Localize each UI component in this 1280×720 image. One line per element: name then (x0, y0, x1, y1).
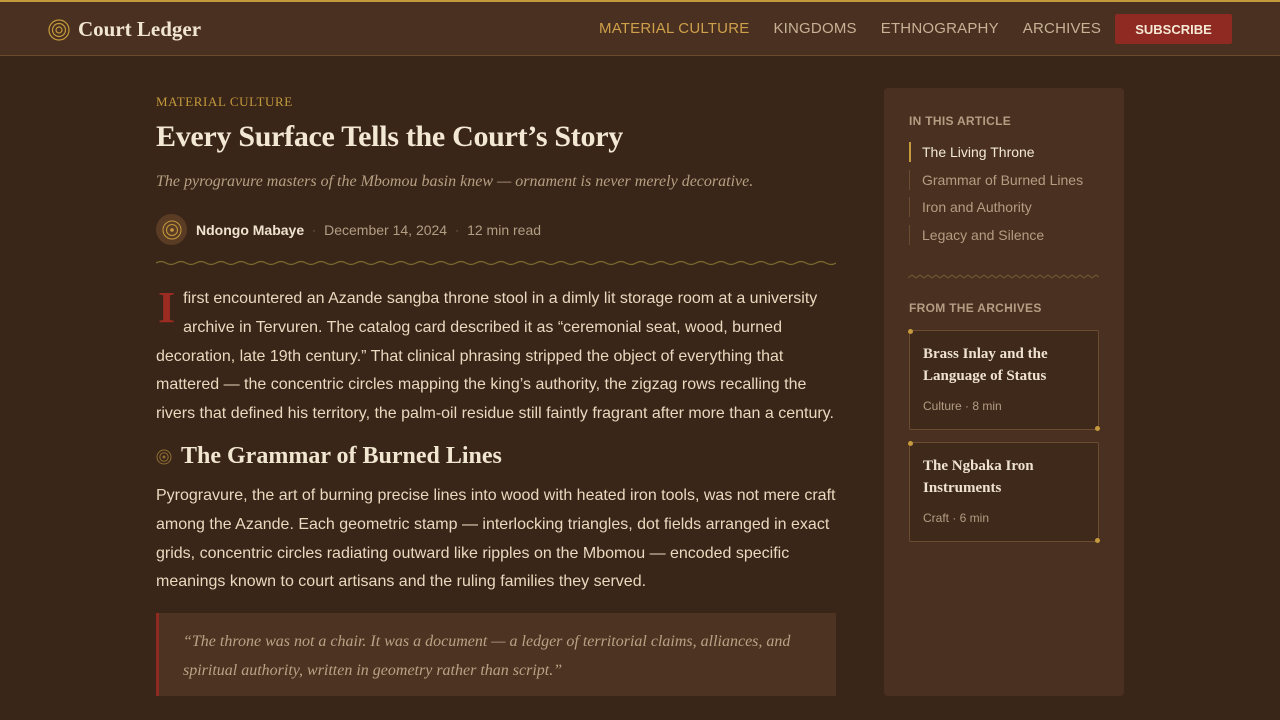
archive-card[interactable] (909, 442, 1099, 542)
site-header (0, 2, 1280, 56)
author-name[interactable]: Ndongo Mabaye (196, 221, 305, 238)
section-heading-row (156, 443, 502, 470)
archive-card[interactable] (909, 330, 1099, 430)
card-title: Brass Inlay and the Language of Status (923, 346, 1048, 384)
brand-name: Court Ledger (78, 17, 202, 41)
article-title: Every Surface Tells the Court’s Story (156, 120, 623, 153)
zigzag-divider (156, 258, 836, 268)
nav-item-material-culture[interactable]: MATERIAL CULTURE (599, 20, 750, 37)
corner-dot (1095, 426, 1100, 431)
nav-item-archives[interactable]: ARCHIVES (1022, 20, 1102, 37)
nav-item-ethnography[interactable]: ETHNOGRAPHY (880, 20, 999, 37)
archives-heading: FROM THE ARCHIVES (909, 301, 1042, 315)
concentric-circles-icon (48, 19, 70, 41)
toc-item-burned-lines[interactable]: Grammar of Burned Lines (909, 170, 1083, 190)
brand-logo[interactable] (48, 17, 201, 42)
sidebar (884, 88, 1124, 696)
avatar[interactable] (156, 214, 187, 245)
section-heading: The Grammar of Burned Lines (181, 443, 502, 469)
corner-dot (1095, 538, 1100, 543)
table-of-contents (909, 142, 1083, 252)
concentric-circles-icon (156, 449, 172, 465)
paragraph-intro (156, 285, 836, 429)
paragraph-body: Pyrogravure, the art of burning precise lines into wood with heated iron tools, was not mere craft among the Azande. Each geometric stamp — interlocking triangles, dot fields arranged in exact grids, concentric circles radiating outward like ripples on the Mbomou — encoded specific meanings known to court artisans and the ruling families they served. (156, 487, 836, 591)
drop-cap: I (158, 283, 176, 332)
card-meta: Culture · 8 min (923, 399, 1002, 413)
paragraph-text: first encountered an Azande sangba throne stool in a dimly lit storage room at a university archive in Tervuren. The catalog card described it as “ceremonial seat, wood, burned decoration, late 19th century.” That clinical phrasing stripped the object of everything that mattered — the concentric circles mapping the king’s authority, the zigzag rows recalling the rivers that defined his territory, the palm-oil residue still faintly fragrant after more than a century. (156, 290, 834, 423)
byline (156, 214, 541, 245)
article-category[interactable]: MATERIAL CULTURE (156, 94, 293, 109)
article-deck: The pyrogravure masters of the Mbomou basin knew — ornament is never merely decorative. (156, 173, 754, 190)
concentric-circles-icon (162, 220, 182, 240)
corner-dot (908, 329, 913, 334)
separator-dot: · (455, 222, 460, 237)
toc-item-iron-authority[interactable]: Iron and Authority (909, 197, 1083, 217)
nav-item-kingdoms[interactable]: KINGDOMS (773, 20, 857, 37)
separator-dot: · (312, 222, 317, 237)
zigzag-divider (908, 274, 1099, 282)
card-meta: Craft · 6 min (923, 511, 990, 525)
main-nav (599, 20, 1125, 37)
card-title: The Ngbaka Iron Instruments (923, 458, 1034, 496)
subscribe-button[interactable]: SUBSCRIBE (1115, 14, 1232, 44)
toc-item-legacy-silence[interactable]: Legacy and Silence (909, 225, 1083, 245)
toc-heading: IN THIS ARTICLE (909, 114, 1012, 128)
pull-quote: “The throne was not a chair. It was a document — a ledger of territorial claims, alliances, and spiritual authority, written in geometry rather than script.” (156, 613, 836, 696)
corner-dot (908, 441, 913, 446)
publish-date: December 14, 2024 (324, 221, 448, 238)
read-time: 12 min read (467, 221, 542, 238)
toc-item-living-throne[interactable]: The Living Throne (909, 142, 1083, 162)
